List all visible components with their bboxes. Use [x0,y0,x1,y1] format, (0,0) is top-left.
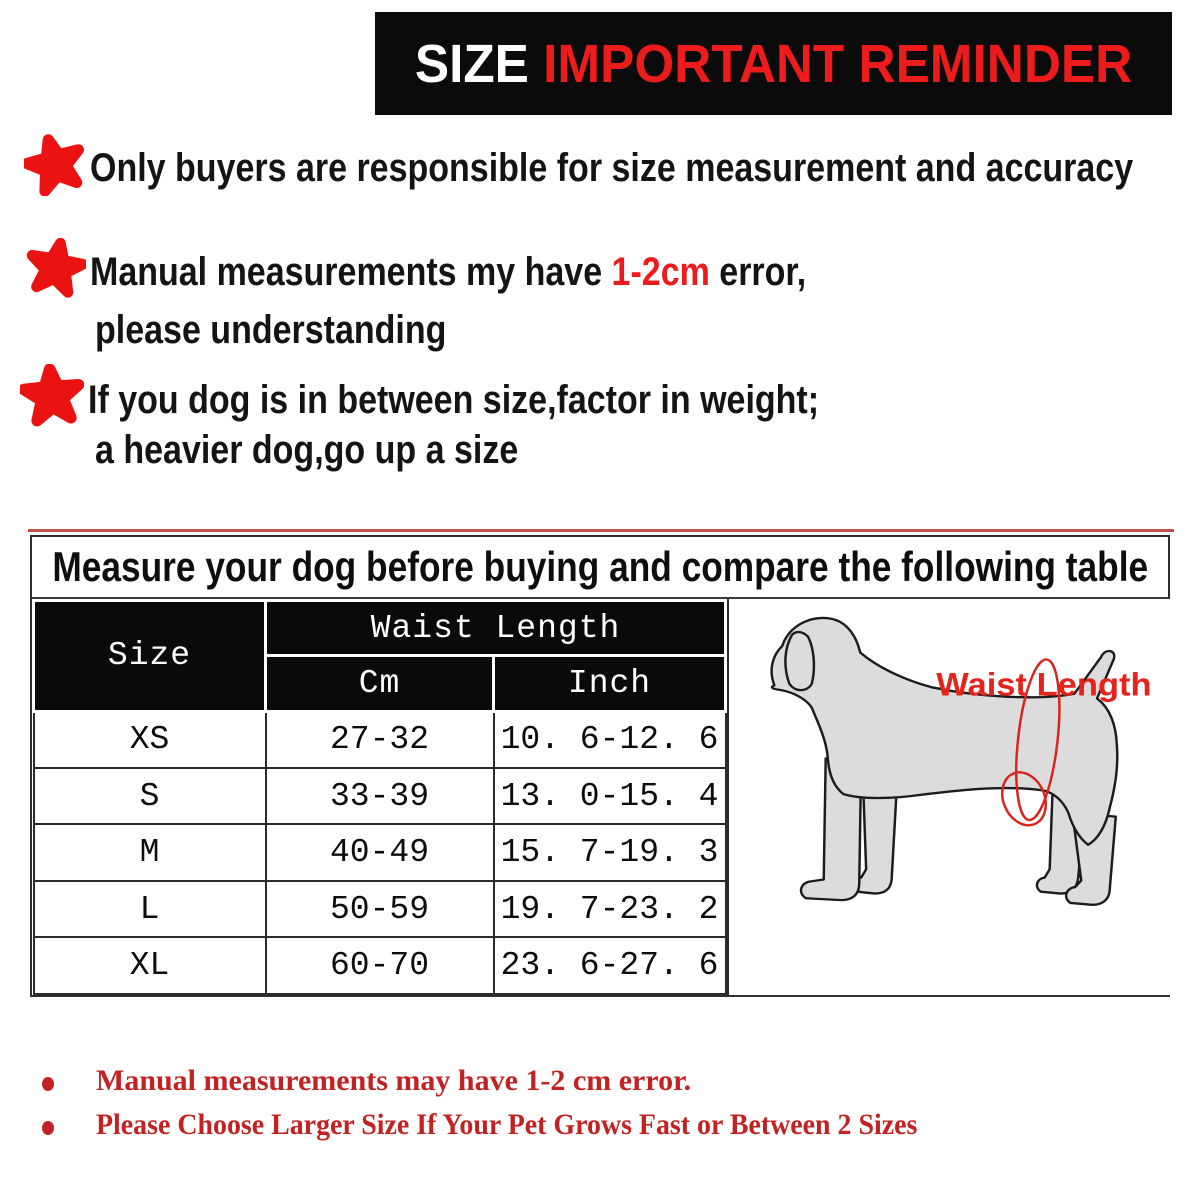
size-chart-title-text: Measure your dog before buying and compare the following table [52,543,1148,590]
inch-column-header: Inch [494,656,726,711]
inch-cell: 10. 6-12. 6 [494,711,726,768]
star-bullet-icon [24,134,86,196]
footer-note-1 [96,1064,691,1098]
note-text: Only buyers are responsible for size measurement and accuracy [90,146,1134,190]
size-chart-title [32,537,1168,599]
banner-reminder-label: IMPORTANT REMINDER [543,33,1133,94]
note-measure-error-line1 [90,250,933,295]
waist-length-column-header: Waist Length [266,601,726,656]
note-between-size-line1 [88,378,948,423]
note-between-size-line2 [95,428,593,473]
dog-ear [785,632,814,690]
size-cell: S [34,768,266,825]
inch-cell: 13. 0-15. 4 [494,768,726,825]
table-row [34,937,726,994]
footer-note-2 [96,1108,979,1142]
footer-text: Manual measurements may have 1-2 cm error. [96,1064,692,1097]
table-row [34,711,726,768]
table-row [34,768,726,825]
red-dot-bullet [42,1121,54,1135]
red-divider-line [28,529,1174,532]
cm-cell: 33-39 [266,768,494,825]
important-reminder-banner [375,12,1172,115]
star-bullet-icon [26,238,86,298]
footer-text: Please Choose Larger Size If Your Pet Grows Fast or Between 2 Sizes [96,1108,918,1141]
inch-cell: 23. 6-27. 6 [494,937,726,994]
dog-measurement-diagram [727,599,1173,995]
size-cell: XS [34,711,266,768]
note-text: error, [709,250,807,294]
star-bullet-icon [20,364,84,428]
inch-cell: 15. 7-19. 3 [494,824,726,881]
note-text: If you dog is in between size,factor in weight; [88,378,820,422]
table-row [34,824,726,881]
cm-column-header: Cm [266,656,494,711]
note-text: a heavier dog,go up a size [95,428,519,472]
size-cell: M [34,824,266,881]
waist-length-label: Waist Length [936,667,1152,704]
note-highlight: 1-2cm [611,250,710,294]
cm-cell: 60-70 [266,937,494,994]
red-dot-bullet [42,1077,54,1091]
size-cell: XL [34,937,266,994]
dog-illustration [729,599,1173,993]
size-cell: L [34,881,266,938]
inch-cell: 19. 7-23. 2 [494,881,726,938]
cm-cell: 50-59 [266,881,494,938]
size-chart-box [30,535,1170,997]
cm-cell: 27-32 [266,711,494,768]
size-column-header: Size [34,601,266,712]
size-table [32,599,727,995]
note-text: please understanding [95,308,447,352]
note-text: Manual measurements my have [90,250,612,294]
banner-size-label: SIZE [414,33,544,94]
note-measure-error-line2 [95,308,508,353]
table-row [34,881,726,938]
note-buyers-responsible [90,146,1200,191]
cm-cell: 40-49 [266,824,494,881]
